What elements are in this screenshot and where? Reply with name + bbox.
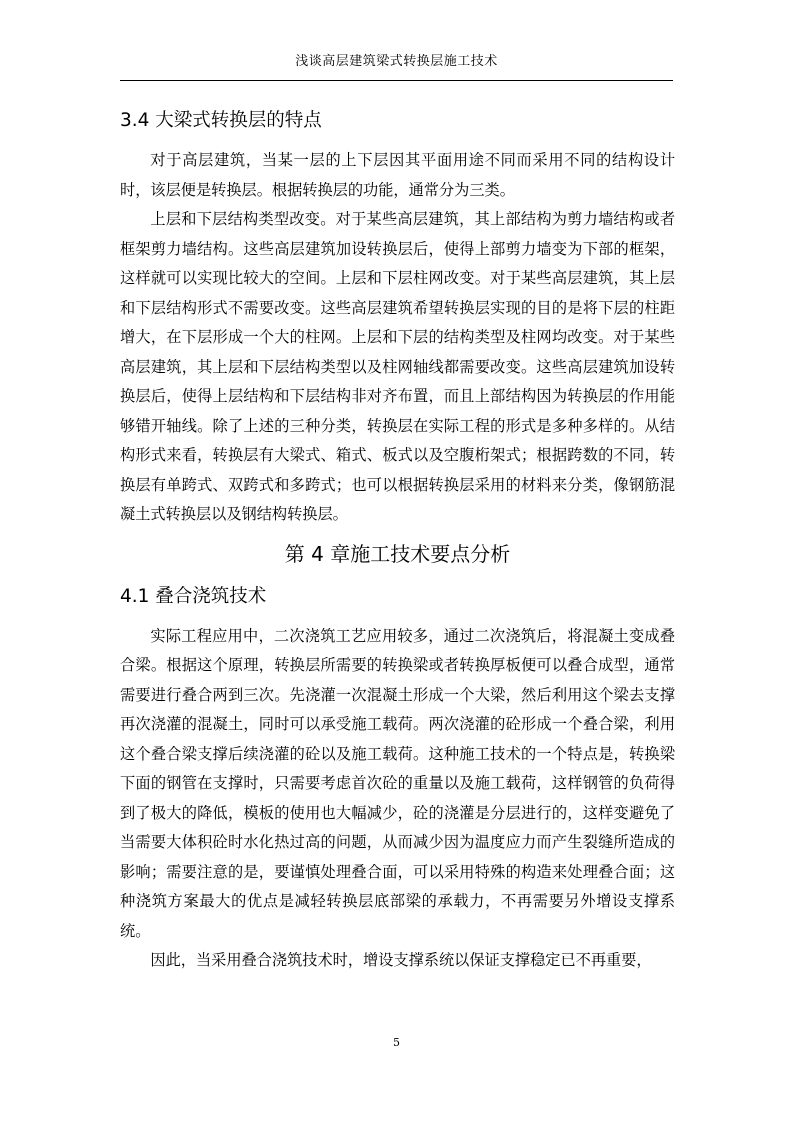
section-heading-3-4: 3.4 大梁式转换层的特点 xyxy=(120,110,322,131)
paragraph: 因此，当采用叠合浇筑技术时，增设支撑系统以保证支撑稳定已不再重要， xyxy=(150,951,652,969)
running-header: 浅谈高层建筑梁式转换层施工技术 xyxy=(120,52,673,81)
paragraph: 对于高层建筑，当某一层的上下层因其平面用途不同而采用不同的结构设计时，该层便是转换层。根据转换层的功能，通常分为三类。 xyxy=(120,151,675,199)
page-body xyxy=(120,98,675,976)
section-heading-4-1: 4.1 叠合浇筑技术 xyxy=(120,585,267,607)
page-number: 5 xyxy=(393,1036,400,1049)
paragraph: 上层和下层结构类型改变。对于某些高层建筑，其上部结构为剪力墙结构或者框架剪力墙结构。这些高层建筑加设转换层后，使得上部剪力墙变为下部的框架，这样就可以实现比较大的空间。上层和下层柱网改变。对于某些高层建筑，其上层和下层结构形式不需要改变。这些高层建筑希望转换层实现的目的是将下层的柱距增大，在下层形成一个大的柱网。上层和下层的结构类型及柱网均改变。对于某些高层建筑，其上层和下层结构类型以及柱网轴线都需要改变。这些高层建筑加设转换层后，使得上层结构和下层结构非对齐布置，而且上部结构因为转换层的作用能够错开轴线。除了上述的三种分类，转换层在实际工程的形式是多种多样的。从结构形式来看，转换层有大梁式、箱式、板式以及空腹桁架式；根据跨数的不同，转换层有单跨式、双跨式和多跨式；也可以根据转换层采用的材料来分类，像钢筋混凝土式转换层以及钢结构转换层。 xyxy=(120,210,675,523)
chapter-heading-4: 第 4 章施工技术要点分析 xyxy=(284,541,511,566)
paragraph: 实际工程应用中，二次浇筑工艺应用较多，通过二次浇筑后，将混凝土变成叠合梁。根据这个原理，转换层所需要的转换梁或者转换厚板便可以叠合成型，通常需要进行叠合两到三次。先浇灌一次混凝土形成一个大梁，然后利用这个梁去支撑再次浇灌的混凝土，同时可以承受施工载荷。两次浇灌的砼形成一个叠合梁，利用这个叠合梁支撑后续浇灌的砼以及施工载荷。这种施工技术的一个特点是，转换梁下面的钢管在支撑时，只需要考虑首次砼的重量以及施工载荷，这样钢管的负荷得到了极大的降低，模板的使用也大幅减少，砼的浇灌是分层进行的，这样变避免了当需要大体积砼时水化热过高的问题，从而减少因为温度应力而产生裂缝所造成的影响；需要注意的是，要谨慎处理叠合面，可以采用特殊的构造来处理叠合面；这种浇筑方案最大的优点是减轻转换层底部梁的承载力，不再需要另外增设支撑系统。 xyxy=(120,626,675,940)
